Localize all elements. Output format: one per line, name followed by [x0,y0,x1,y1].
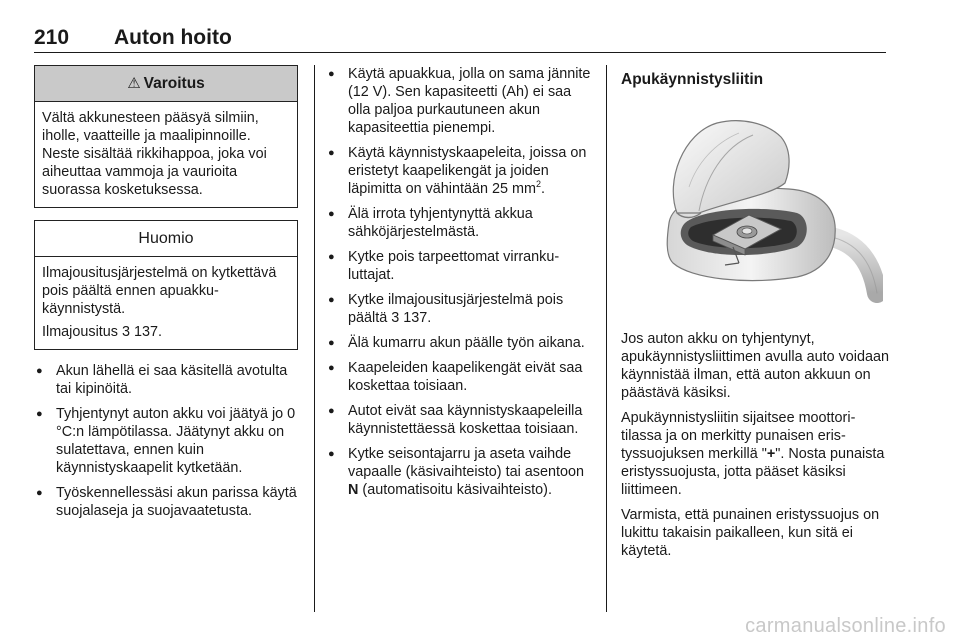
column-divider-left [314,65,315,612]
warning-box [34,65,298,208]
list-item: ● Autot eivät saa käynnistyskaapeleilla käynnistettäessä koskettaa toisiaan. [326,402,594,438]
paragraph-2-start: Apukäynnistysliitin sijaitsee moottoritilassa ja on merkitty punaisen eristyssuojuksen merkillä " [621,410,856,462]
list-item: ● Työskennellessäsi akun parissa käytä suojalaseja ja suojavaatetusta. [34,484,298,520]
section-title: Apukäynnistysliitin [621,71,764,88]
notice-body [35,257,297,349]
warning-text: Vältä akkunesteen pääsyä silmiin, iholle, vaatteille ja maalipinnoille. Neste sisältää rikkihappoa, joka voi aiheuttaa vammoja ja vaurioita suorassa kosketuksessa. [42,110,267,198]
notice-ref-page[interactable]: 137. [134,324,163,340]
page-number: 210 [34,26,70,49]
column-divider-right [606,65,607,612]
list-item: ● Älä irrota tyhjentynyttä akkua sähköjärjestelmästä. [326,205,594,241]
notice-box [34,220,298,350]
bullet-list-left [34,362,298,520]
page-ref-arrow-icon: 3 [121,324,130,340]
warning-triangle-icon: ⚠ [127,74,141,92]
column-middle [326,65,594,506]
notice-reference [42,323,290,341]
list-item [326,445,594,499]
notice-ref-text: Ilmajousitus [42,324,118,340]
list-item-end: (automatisoitu käsivaihteisto). [362,482,552,498]
superscript: 2 [535,179,541,190]
list-item-end: . [541,181,545,197]
header-rule [34,52,886,53]
warning-title: Varoitus [143,74,205,92]
list-item-text: Käytä käynnistyskaapeleita, joissa on eristetyt kaapelikengät ja joiden läpimitta on vähintään 25 mm [348,145,587,197]
column-right [621,65,891,567]
page-ref-link[interactable]: 137. [403,310,432,326]
notice-title: Huomio [138,229,194,247]
list-item: ● Kytke pois tarpeettomat virrankuluttajat. [326,248,594,284]
list-item: ● Käytä apuakkua, jolla on sama jännite (12 V). Sen kapasiteetti (Ah) ei saa olla paljoa purkautuneen akun kapasiteettia pienempi. [326,65,594,137]
bullet-list-middle [326,65,594,499]
warning-body [35,102,297,207]
paragraph-2 [621,409,891,499]
list-item-text: Kytke ilmajousitusjärjestelmä pois päältä [348,292,564,326]
list-item: ● Tyhjentynyt auton akku voi jäätyä jo 0 °C:n lämpötilassa. Jäätynyt akku on sulatettava, ennen kuin käynnistyskaapelit kytketään. [34,405,298,477]
gear-position-n: N [348,482,359,498]
jump-start-connector-illustration [621,103,883,311]
warning-box-header [35,66,297,102]
plus-icon: + [766,446,776,462]
list-item: ● Kaapeleiden kaapelikengät eivät saa koskettaa toisiaan. [326,359,594,395]
page-header [34,26,886,52]
list-item: ● Älä kumarru akun päälle työn aikana. [326,334,594,352]
list-item-text: Kytke seisontajarru ja aseta vaihde vapaalle (käsivaihteisto) tai asentoon [348,446,584,480]
column-left [34,65,298,527]
notice-box-header [35,221,297,257]
paragraph-2-end: ". Nosta punaista eristyssuojusta, jotta pääset käsiksi liittimeen. [621,446,885,498]
list-item [326,291,594,327]
running-title: Auton hoito [114,26,232,49]
list-item: ● Akun lähellä ei saa käsitellä avotulta tai kipinöitä. [34,362,298,398]
notice-text: Ilmajousitusjärjestelmä on kytkettävä pois päältä ennen apuakkukäynnistystä. [42,265,277,317]
list-item [326,144,594,198]
paragraph-3: Varmista, että punainen eristyssuojus on lukittu takaisin paikalleen, kun sitä ei käytetä. [621,507,880,559]
paragraph-1: Jos auton akku on tyhjentynyt, apukäynnistysliittimen avulla auto voidaan käynnistää ilman, että auton akkuun on päästävä käsiksi. [621,331,889,401]
watermark-text: carmanualsonline.info [745,615,946,637]
page-ref-arrow-icon: 3 [391,310,400,326]
